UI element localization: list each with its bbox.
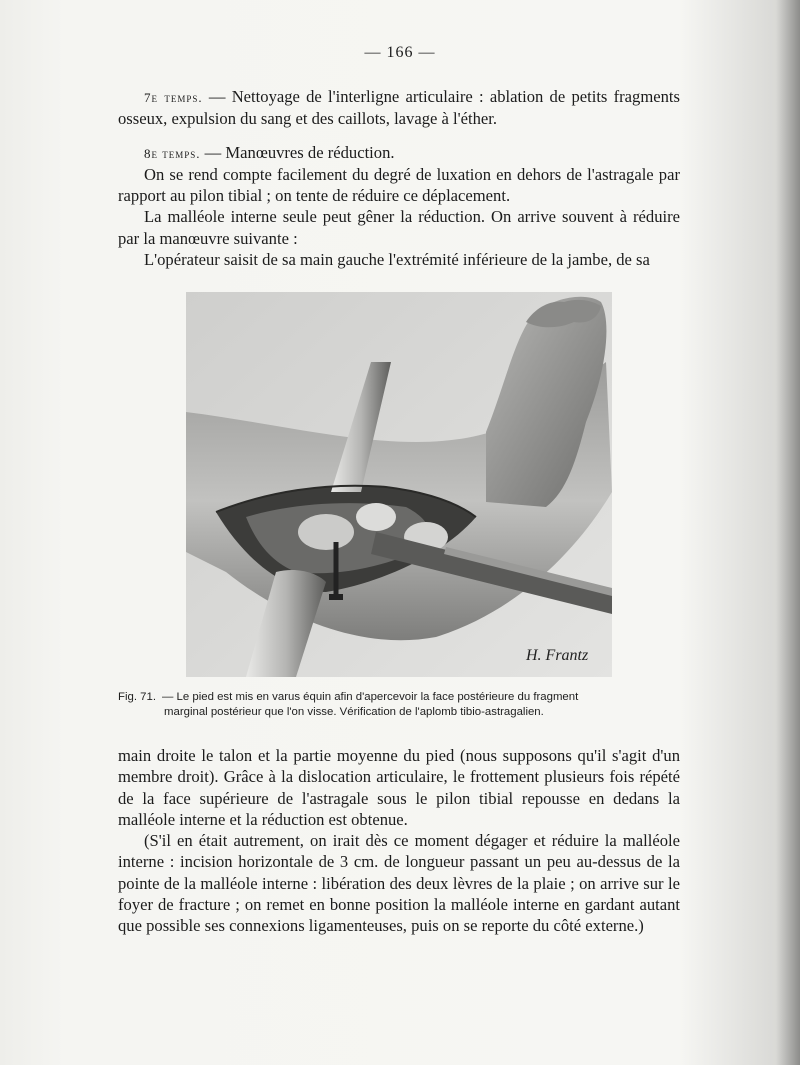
- talus-bone: [356, 503, 396, 531]
- screw-head: [329, 594, 343, 600]
- bottom-text-block: [118, 745, 680, 937]
- paragraph-luxation: On se rend compte facilement du degré de luxation en dehors de l'astragale par rapport au pilon tibial ; on tente de réduire ce déplacement.: [118, 164, 680, 206]
- paragraph-malleole: La malléole interne seule peut gêner la réduction. On arrive souvent à réduire par la manœuvre suivante :: [118, 207, 680, 248]
- step-7-label: 7e temps.: [144, 90, 203, 105]
- figure-caption: [118, 690, 696, 720]
- step-8-text: — Manœuvres de réduction.: [204, 142, 395, 162]
- step-7-text: — Nettoyage de l'interligne articulaire : ablation de petits fragments osseux, expulsion du sang et des caillots, lavage à l'éther.: [118, 87, 680, 129]
- paragraph-autrement: (S'il en était autrement, on irait dès ce moment dégager et réduire la malléole interne : incision horizontale de 3 cm. de longueur passant un peu au-dessus de la pointe de la malléole interne : libération des deux lèvres de la plaie ; on arrive sur le foyer de fracture ; on remet en bonne position la malléole interne en gardant autant que possible ses connexions ligamenteuses, puis on se reporte du côté externe.): [118, 831, 680, 936]
- caption-line-2: marginal postérieur que l'on visse. Vérification de l'aplomb tibio-astragalien.: [164, 706, 544, 718]
- paragraph-operateur: L'opérateur saisit de sa main gauche l'extrémité inférieure de la jambe, de sa: [144, 250, 650, 270]
- step-8-paragraph: [118, 142, 680, 164]
- surgical-illustration: [186, 292, 612, 677]
- artist-signature: H. Frantz: [526, 647, 589, 664]
- page-number: — 166 —: [364, 44, 436, 61]
- step-7-paragraph: [118, 86, 680, 130]
- step-8-label: 8e temps.: [144, 145, 201, 161]
- figure-label: Fig. 71.: [118, 691, 156, 703]
- top-text-block: [118, 86, 680, 270]
- paragraph-main-droite: main droite le talon et la partie moyenne du pied (nous supposons qu'il s'agit d'un membre droit). Grâce à la dislocation articulaire, le frottement plusieurs fois répété de la face supérieure de l'astragale sous le pilon tibial repousse en dedans la malléole interne et la réduction est obtenue.: [118, 746, 680, 829]
- tibia-fragment: [298, 514, 354, 550]
- surgical-drawing: [186, 292, 612, 677]
- caption-line-1: — Le pied est mis en varus équin afin d'apercevoir la face postérieure du fragment: [162, 691, 579, 703]
